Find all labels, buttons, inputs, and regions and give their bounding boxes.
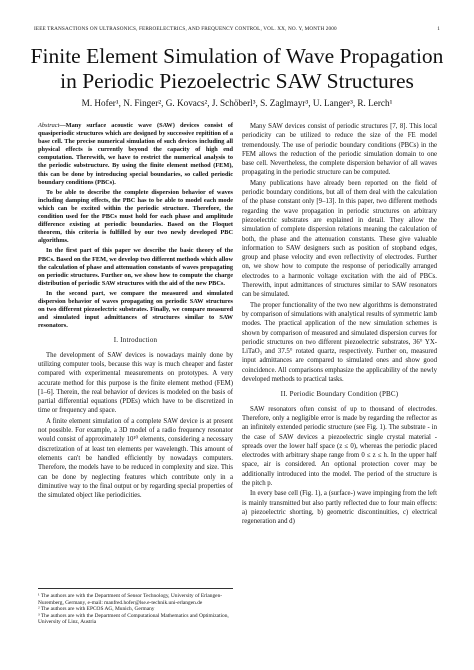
body-paragraph: The development of SAW devices is nowadays mainly done by utilizing computer tools, because this way is much cheaper and faster compared with experimental measurements on prototypes. A very accurate method for this purpose is the finite element method (FEM) [1–6]. Therein, the real behavior of devices is modeled on the basis of partial differential equations (PDEs) which have to be discretized in time or frequency and space. — [38, 351, 233, 415]
body-paragraph: In every base cell (Fig. 1), a (surface-) wave impinging from the left is mainly transmitted but also partly reflected due to four main effects: a) piezoelectric shorting, b) geometric discontinuities, c) electrical regeneration and d) — [242, 490, 437, 526]
abstract-paragraph: In the first part of this paper we describe the basic theory of the PBCs. Based on the FEM, we develop two different methods which allow the calculation of phase and attenuation constants of waves propagating on periodic structures. Further on, we show how to compute the charge distribution of periodic SAW structures with the aid of the new PBCs. — [38, 247, 233, 287]
footnote: ¹ The authors are with the Department of Sensor Technology, University of Erlangen-Nuremberg, Germany, e-mail: manfred.hofer@lse.e-technik.uni-erlangen.de — [38, 593, 223, 606]
left-column — [38, 122, 233, 501]
right-column — [242, 122, 437, 527]
pbc-body — [242, 405, 437, 527]
paper-title: Finite Element Simulation of Wave Propagation in Periodic Piezoelectric SAW Structures — [30, 44, 444, 93]
running-header — [34, 26, 440, 32]
section-heading-introduction: I. Introduction — [113, 336, 158, 345]
right-body — [242, 122, 437, 384]
page-number: 1 — [437, 26, 440, 32]
abstract-paragraph: To be able to describe the complete dispersion behavior of waves including damping effects, the PBC has to be able to model each mode which can be excited within the periodic structure. Therefore, the condition used for the PBCs must hold for each phase and amplitude difference existing at periodic boundaries. Based on the Floquet theorem, this criteria is fulfilled by our two newly developed PBC algorithms. — [38, 188, 233, 245]
introduction-body — [38, 351, 233, 501]
journal-name: IEEE TRANSACTIONS ON ULTRASONICS, FERROELECTRICS, AND FREQUENCY CONTROL, VOL. XX, NO. Y, MONTH 2000 — [34, 26, 337, 32]
footnote: ² The authors are with EPCOS AG, Munich, Germany — [38, 606, 155, 613]
author-list: M. Hofer¹, N. Finger², G. Kovacs², J. Schöberl³, S. Zaglmayr³, U. Langer³, R. Lerch¹ — [81, 98, 393, 108]
abstract-paragraph: —Many surface acoustic wave (SAW) devices consist of quasiperiodic structures which are designed by successive repitition of a base cell. The precise numerical simulation of such devices including all physical effects is currently beyond the capacity of high end computation. Therewith, we have to restrict the numerical analysis to the periodic substructure. By using the finite element method (FEM), this can be done by introducing special boundaries, so called periodic boundary conditions (PBCs). — [38, 122, 233, 186]
section-heading-pbc: II. Periodic Boundary Condition (PBC) — [280, 390, 399, 399]
body-paragraph: SAW resonators often consist of up to thousand of electrodes. Therefore, only a negligible error is made by regarding the reflector as an infinitely extended periodic structure (see Fig. 1). The substrate - in the case of SAW devices a piezoelectric single crystal material - spreads over the lower half space (z ≤ 0), whereas the periodic placed electrodes with arbitrary shape range from 0 ≤ z ≤ h. In the upper half space, air is considered. An optional protection cover may be additionally introduced into the model. The period of the structure is the pitch p. — [242, 405, 437, 487]
body-paragraph: A finite element simulation of a complete SAW device is at present not possible. For example, a 3D model of a radio frequency resonator would consist of approximately 10¹⁰ elements, considering a necessary discretization of at least ten elements per wavelength. This amount of elements can't be handled efficiently by nowadays computers. Therefore, the models have to be reduced in complexity and size. This can be done by neglecting features which contribute only in a diminutive way to the final output or by regarding special properties of the simulated object like periodicities. — [38, 417, 233, 500]
abstract-label: Abstract — [38, 122, 60, 129]
footnote: ³ The authors are with the Department of Computational Mathematics and Optimization, University of Linz, Austria — [38, 612, 229, 626]
footnotes — [38, 588, 233, 626]
body-paragraph: Many publications have already been reported on the field of periodic boundary conditions, but all of them deal with the calculation of the phase constant only [9–13]. In this paper, two different methods regarding the wave propagation in periodic structures on arbitrary piezoelectric substrates are explained in detail. They allow the simulation of complete dispersion relations meaning the calculation of both, the phase and the attenuation constants. These give valuable information to SAW designers such as position of stopband edges, group and phase velocity and even reflectivity of electrodes. Further on, we show how to compute the response of periodically arranged electrodes to a harmonic voltage excitation with the aid of PBCs. Therewith, input admittances of structures similar to SAW resonators can be simulated. — [242, 179, 437, 299]
abstract — [38, 122, 233, 330]
body-paragraph: Many SAW devices consist of periodic structures [7, 8]. This local periodicity can be utilized to reduce the size of the FE model tremendously. The use of periodic boundary conditions (PBCs) in the FEM allows the reduction of the periodic simulation domain to one base cell. Nevertheless, the complete dispersion behavior of all waves propagating in the periodic structure can be computed. — [242, 123, 437, 177]
abstract-paragraph: In the second part, we compare the measured and simulated dispersion behavior of waves propagating on periodic SAW structures on two different piezoelectric substrates. Finally, we compare measured and simulated input admittances of structures similar to SAW resonators. — [38, 289, 233, 330]
body-paragraph: The proper functionality of the two new algorithms is demonstrated by comparison of simulations with analytical results of symmetric lamb modes. The practical application of the new simulation schemes is shown by comparison of measured and simulated dispersion curves for periodic structures on two different piezoelectric substrates, 36° YX-LiTaO₃ and 37.5° rotated quartz, respectively. Further on, measured input admittances are compared to simulated ones and show good coincidence. All comparisons emphasize the applicability of the newly developed methods to practical tasks. — [242, 301, 437, 384]
